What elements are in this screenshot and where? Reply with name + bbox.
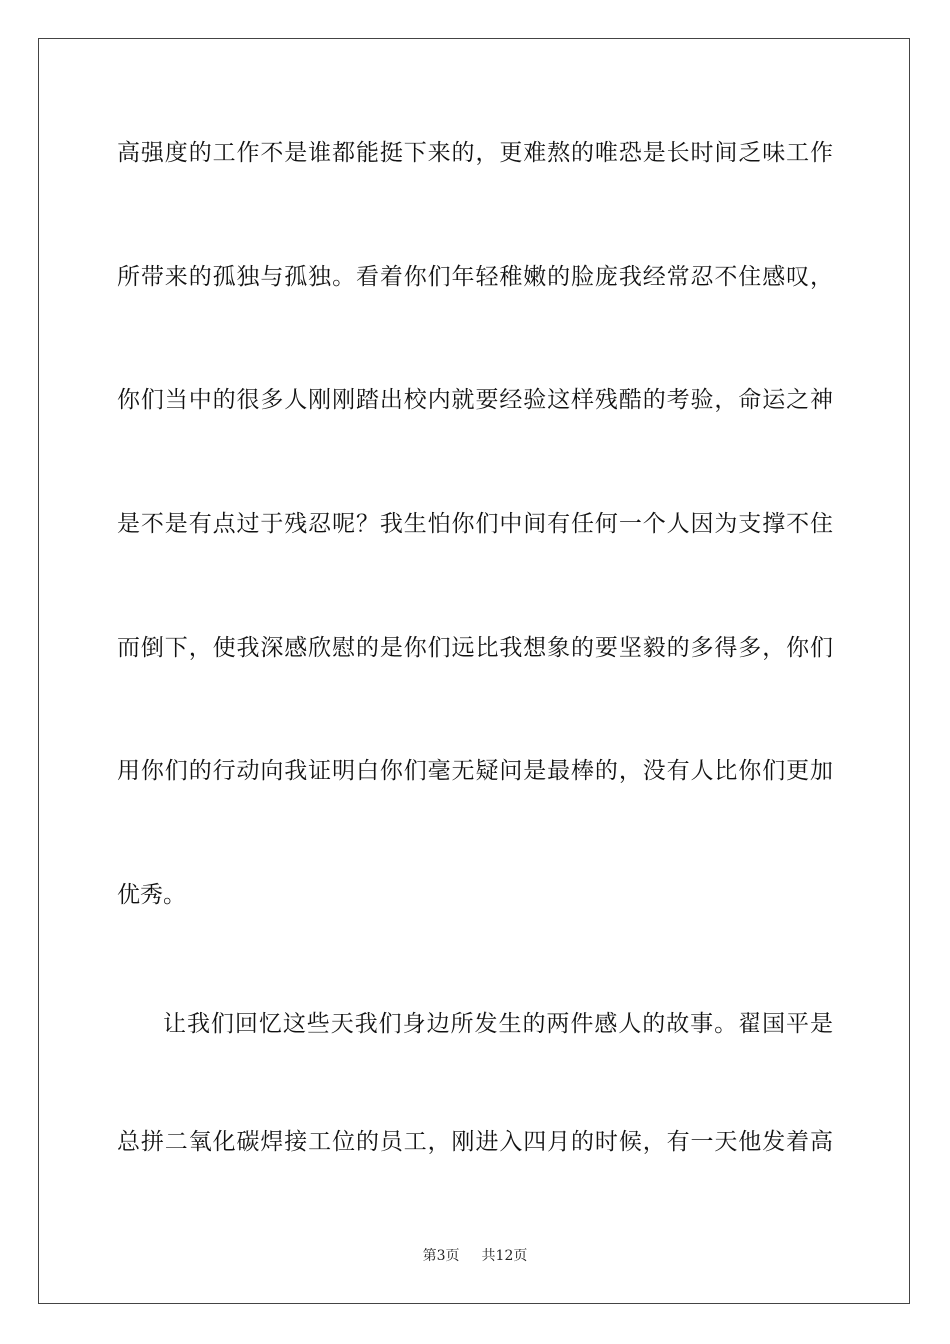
paragraph-line: 优秀。: [117, 882, 186, 908]
page-number: 第3页: [422, 1248, 460, 1264]
paragraph-line: 是不是有点过于残忍呢？我生怕你们中间有任何一个人因为支撑不住: [117, 511, 833, 537]
paragraph-line: 让我们回忆这些天我们身边所发生的两件感人的故事。翟国平是: [163, 1011, 833, 1037]
page-footer: [0, 1246, 950, 1266]
paragraph-line: 用你们的行动向我证明白你们毫无疑问是最棒的，没有人比你们更加: [117, 758, 833, 784]
paragraph-line: 所带来的孤独与孤独。看着你们年轻稚嫩的脸庞我经常忍不住感叹，: [117, 264, 833, 290]
paragraph-line: 高强度的工作不是谁都能挺下来的，更难熬的唯恐是长时间乏味工作: [117, 140, 833, 166]
page-total: 共12页: [481, 1248, 528, 1264]
page-border: [38, 38, 910, 1304]
paragraph-line: 总拼二氧化碳焊接工位的员工，刚进入四月的时候，有一天他发着高: [117, 1129, 833, 1155]
paragraph-line: 你们当中的很多人刚刚踏出校内就要经验这样残酷的考验，命运之神: [117, 387, 833, 413]
paragraph-line: 而倒下，使我深感欣慰的是你们远比我想象的要坚毅的多得多，你们: [117, 635, 833, 661]
